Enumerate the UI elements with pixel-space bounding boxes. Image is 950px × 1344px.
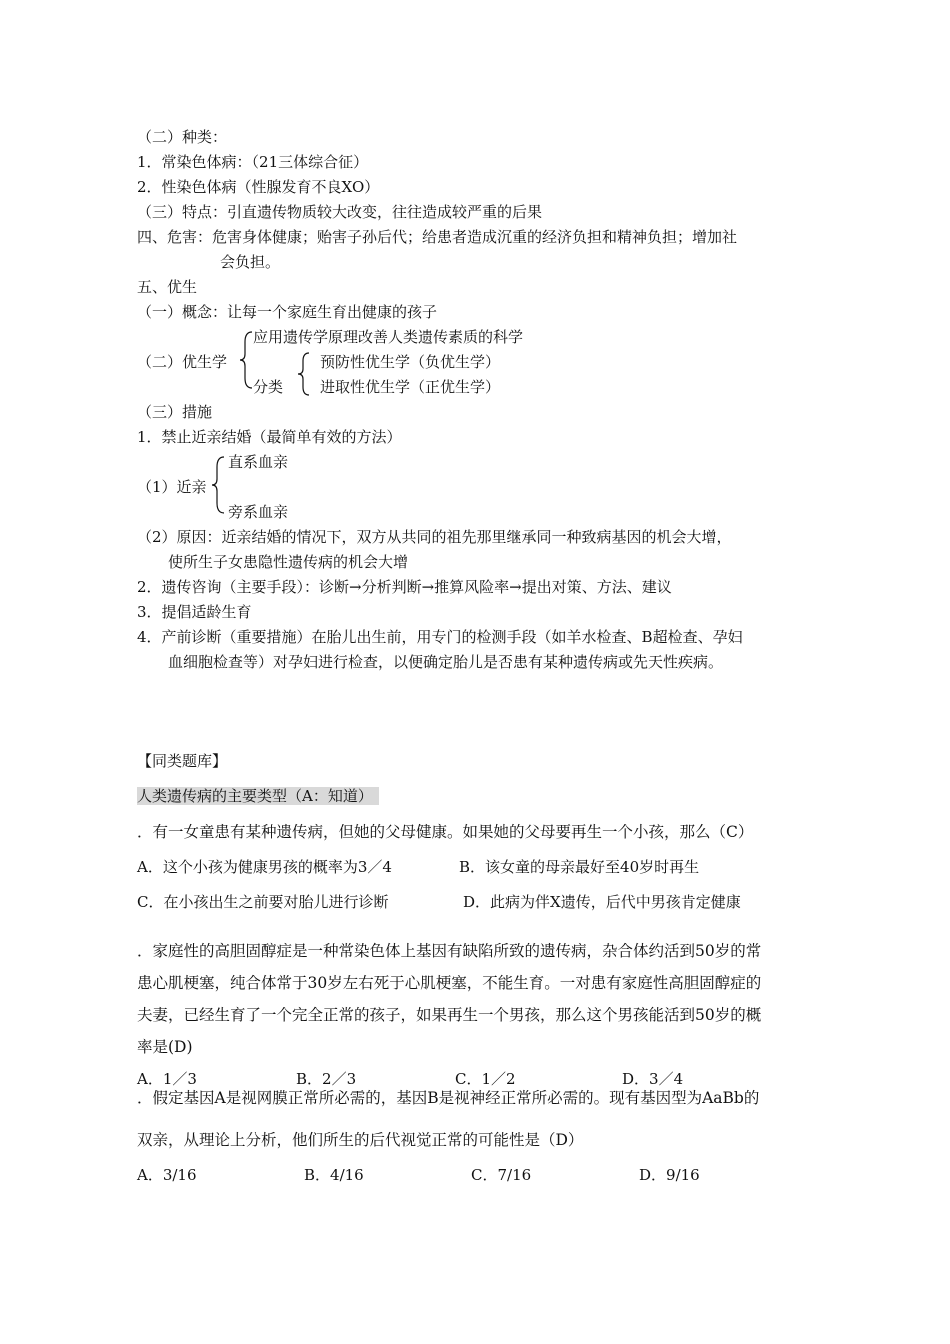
reason-line-2: 使所生子女患隐性遗传病的机会大增 <box>168 553 409 571</box>
measure-2: 2．遗传咨询（主要手段）：诊断→分析判断→推算风险率→提出对策、方法、建议 <box>137 578 672 596</box>
measure-4-line-1: 4．产前诊断（重要措施）在胎儿出生前，用专门的检测手段（如羊水检查、B超检查、孕妇 <box>137 628 743 646</box>
measures-heading: （三）措施 <box>137 403 213 421</box>
eugenics-label: （二）优生学 <box>137 353 228 371</box>
type-autosomal: 1．常染色体病：（21三体综合征） <box>137 153 369 171</box>
topic-highlight <box>137 786 379 806</box>
eugenics-title: 五、优生 <box>137 278 198 296</box>
type-sex-chromosome: 2．性染色体病（性腺发育不良XO） <box>137 178 380 196</box>
collateral-relatives: 旁系血亲 <box>228 503 289 521</box>
measure-3: 3．提倡适龄生育 <box>137 603 252 621</box>
measure-4-line-2: 血细胞检查等）对孕妇进行检查，以便确定胎儿是否患有某种遗传病或先天性疾病。 <box>168 653 724 671</box>
concept-text: （一）概念：让每一个家庭生育出健康的孩子 <box>137 303 438 321</box>
q3-option-d: D．9/16 <box>639 1166 700 1184</box>
q1-option-a: A．这个小孩为健康男孩的概率为3／4 <box>137 858 392 876</box>
q3-option-c: C．7/16 <box>471 1166 532 1184</box>
q3-option-a: A．3/16 <box>137 1166 197 1184</box>
topic-label: 人类遗传病的主要类型（A：知道） <box>137 787 379 805</box>
reason-line-1: （2）原因：近亲结婚的情况下，双方从共同的祖先那里继承同一种致病基因的机会大增， <box>137 528 732 546</box>
relatives-label: （1）近亲 <box>137 478 207 496</box>
eugenics-definition: 应用遗传学原理改善人类遗传素质的科学 <box>253 328 524 346</box>
q3-option-b: B．4/16 <box>304 1166 364 1184</box>
q2-option-b: B．2／3 <box>296 1070 357 1088</box>
brace-relatives <box>211 455 227 515</box>
classification-label: 分类 <box>253 378 284 396</box>
question-bank-heading: 【同类题库】 <box>137 752 228 770</box>
progressive-eugenics: 进取性优生学（正优生学） <box>320 378 501 396</box>
q1-option-c: C．在小孩出生之前要对胎儿进行诊断 <box>137 893 389 911</box>
measure-1: 1．禁止近亲结婚（最简单有效的方法） <box>137 428 402 446</box>
q1-option-b: B．该女童的母亲最好至40岁时再生 <box>459 858 700 876</box>
q2-line-1: ．家庭性的高胆固醇症是一种常染色体上基因有缺陷所致的遗传病，杂合体约活到50岁的常 <box>137 942 762 960</box>
direct-relatives: 直系血亲 <box>228 453 289 471</box>
q1-stem: ．有一女童患有某种遗传病，但她的父母健康。如果她的父母要再生一个小孩，那么（C） <box>137 823 754 841</box>
q2-line-2: 患心肌梗塞，纯合体常于30岁左右死于心肌梗塞，不能生育。一对患有家庭性高胆固醇症的 <box>137 974 762 992</box>
q2-option-a: A．1／3 <box>137 1070 197 1088</box>
harm-line-2: 会负担。 <box>220 253 281 271</box>
q2-option-c: C．1／2 <box>455 1070 516 1088</box>
harm-line-1: 四、危害：危害身体健康；贻害子孙后代；给患者造成沉重的经济负担和精神负担；增加社 <box>137 228 738 246</box>
q3-line-2: 双亲，从理论上分析，他们所生的后代视觉正常的可能性是（D） <box>137 1131 584 1149</box>
features-text: （三）特点：引直遗传物质较大改变，往往造成较严重的后果 <box>137 203 543 221</box>
q1-option-d: D．此病为伴X遗传，后代中男孩肯定健康 <box>463 893 741 911</box>
preventive-eugenics: 预防性优生学（负优生学） <box>320 353 501 371</box>
q2-line-4: 率是(D) <box>137 1038 193 1056</box>
types-heading: （二）种类： <box>137 128 228 146</box>
brace-classification <box>297 351 311 397</box>
q2-line-3: 夫妻，已经生育了一个完全正常的孩子，如果再生一个男孩，那么这个男孩能活到50岁的概 <box>137 1006 762 1024</box>
q3-line-1: ．假定基因A是视网膜正常所必需的，基因B是视神经正常所必需的。现有基因型为AaBb的 <box>137 1089 760 1107</box>
q2-option-d: D．3／4 <box>622 1070 684 1088</box>
